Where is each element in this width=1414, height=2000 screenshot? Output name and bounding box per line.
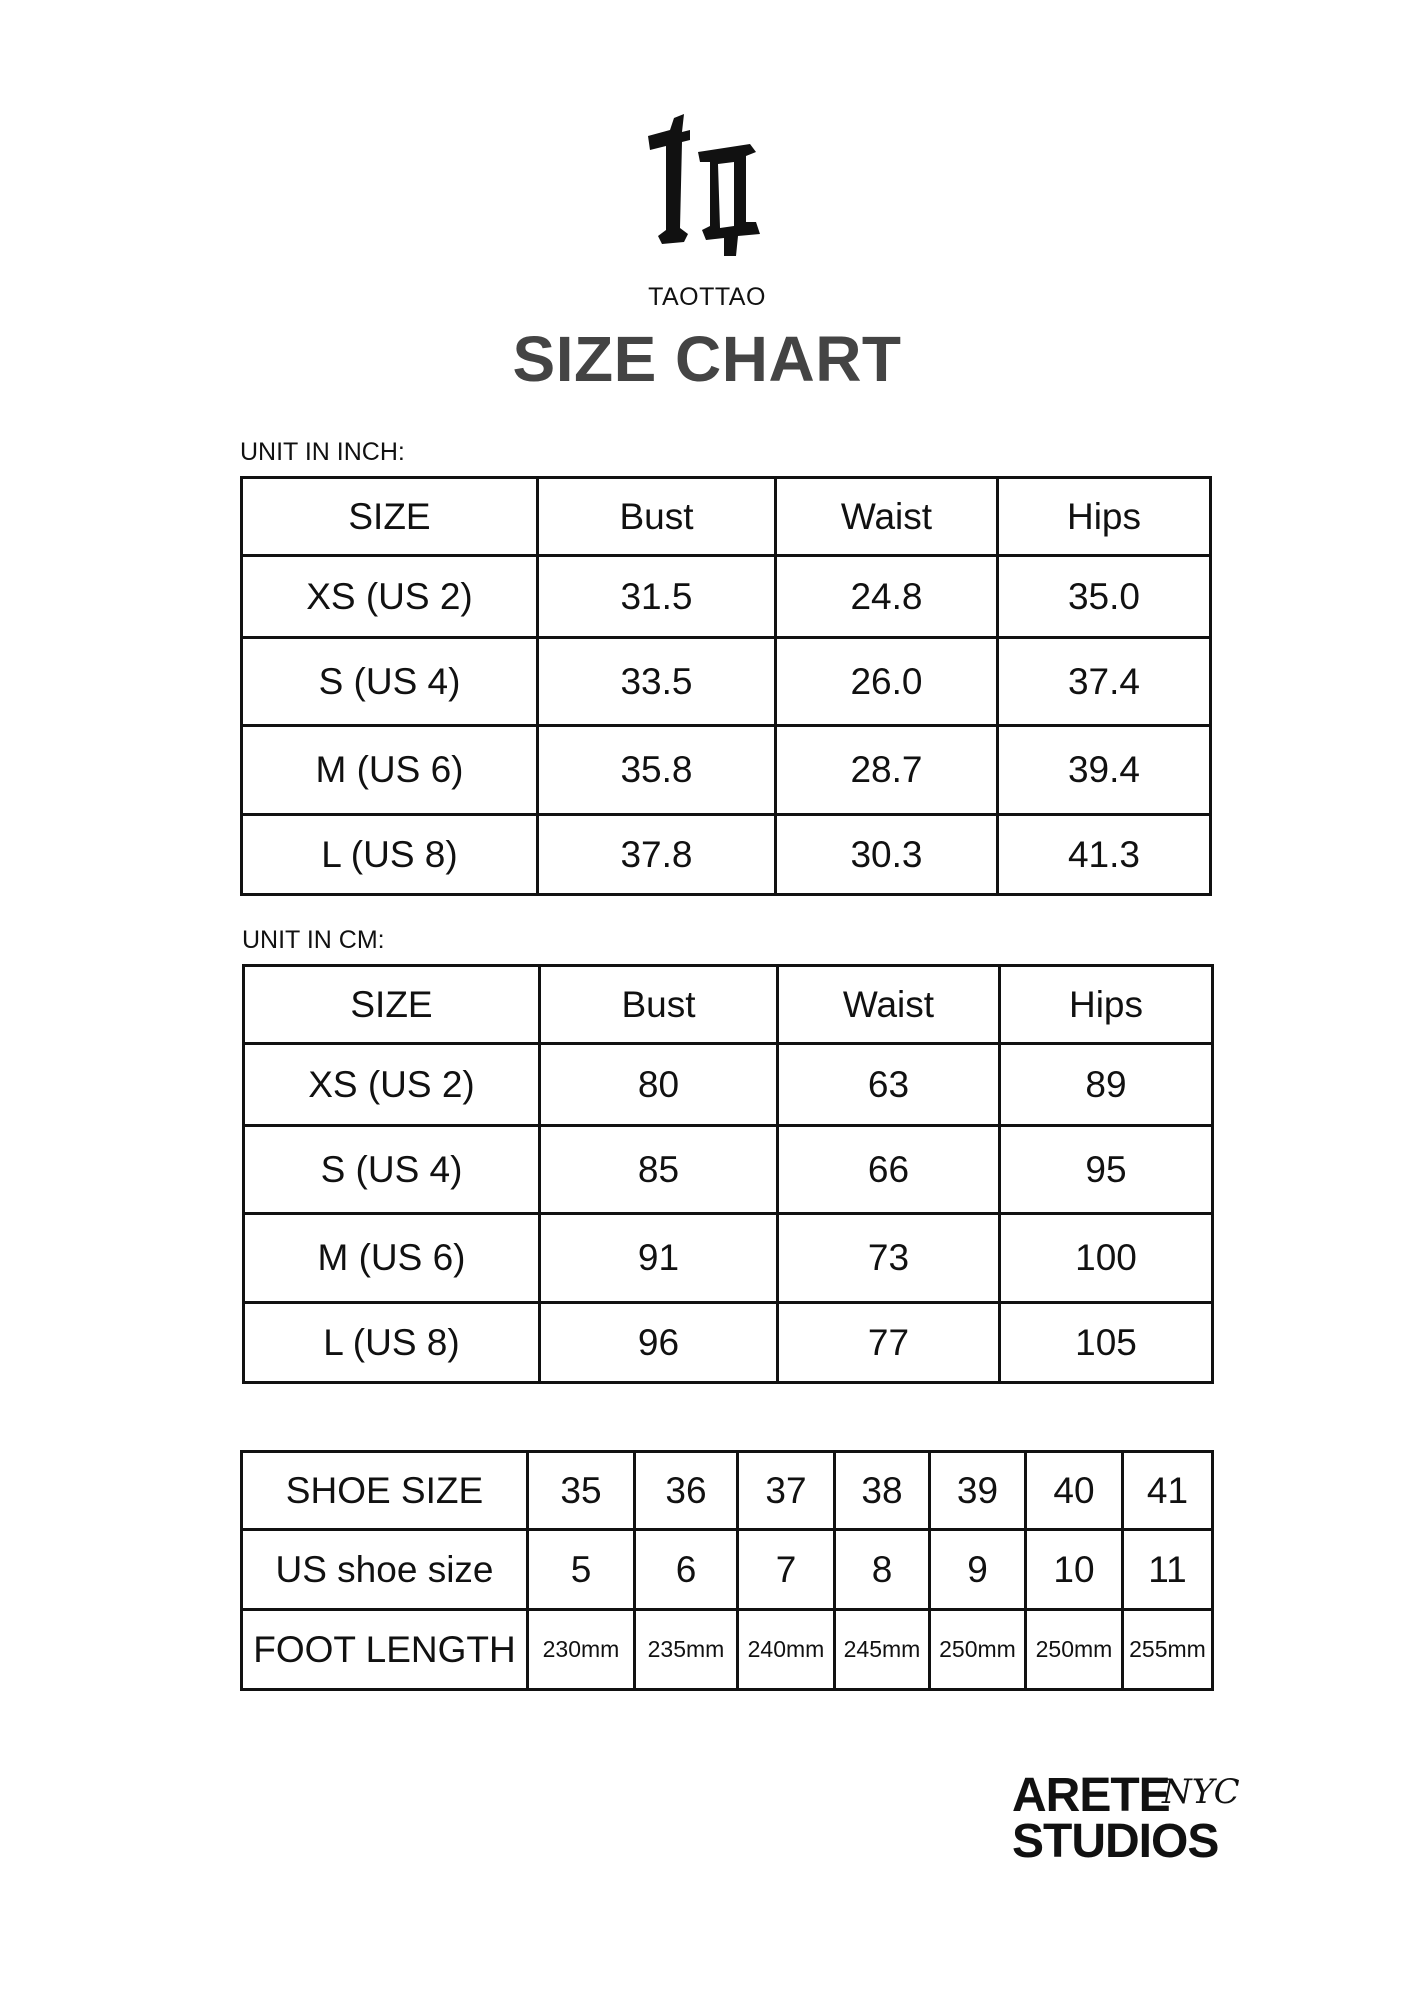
hips-cell: 100: [1000, 1214, 1213, 1303]
us-shoe-size-label: US shoe size: [242, 1530, 528, 1610]
size-cell: S (US 4): [244, 1126, 540, 1214]
shoe-size-value: 41: [1123, 1452, 1213, 1530]
hips-cell: 105: [1000, 1303, 1213, 1383]
size-cell: L (US 8): [244, 1303, 540, 1383]
header-hips: Hips: [1000, 966, 1213, 1044]
header-waist: Waist: [776, 478, 998, 556]
shoe-size-value: 38: [835, 1452, 930, 1530]
size-cell: XS (US 2): [242, 556, 538, 638]
foot-length-value: 230mm: [528, 1610, 635, 1690]
header-bust: Bust: [538, 478, 776, 556]
waist-cell: 28.7: [776, 726, 998, 815]
size-cell: M (US 6): [242, 726, 538, 815]
us-shoe-size-value: 5: [528, 1530, 635, 1610]
bust-cell: 35.8: [538, 726, 776, 815]
header-size: SIZE: [242, 478, 538, 556]
shoe-size-label: SHOE SIZE: [242, 1452, 528, 1530]
bust-cell: 91: [540, 1214, 778, 1303]
waist-cell: 66: [778, 1126, 1000, 1214]
waist-cell: 30.3: [776, 815, 998, 895]
header-hips: Hips: [998, 478, 1211, 556]
us-shoe-size-row: [242, 1530, 1213, 1610]
foot-length-label: FOOT LENGTH: [242, 1610, 528, 1690]
foot-length-value: 245mm: [835, 1610, 930, 1690]
inch-size-table: [240, 476, 1212, 896]
waist-cell: 24.8: [776, 556, 998, 638]
brand-name: TAOTTAO: [648, 283, 766, 311]
hips-cell: 37.4: [998, 638, 1211, 726]
size-cell: L (US 8): [242, 815, 538, 895]
waist-cell: 63: [778, 1044, 1000, 1126]
bust-cell: 31.5: [538, 556, 776, 638]
bust-cell: 37.8: [538, 815, 776, 895]
shoe-size-table: [240, 1450, 1214, 1691]
table-row: [242, 726, 1211, 815]
page-title: SIZE CHART: [512, 323, 902, 395]
shoe-size-value: 36: [635, 1452, 738, 1530]
foot-length-value: 250mm: [930, 1610, 1026, 1690]
logo-line-studios: STUDIOS: [1012, 1815, 1219, 1868]
size-cell: M (US 6): [244, 1214, 540, 1303]
cm-size-table: [242, 964, 1214, 1384]
table-row: [244, 1303, 1213, 1383]
logo-line-arete: ARETE: [1012, 1769, 1170, 1822]
table-row: [244, 1214, 1213, 1303]
table-header-row: [244, 966, 1213, 1044]
size-cell: S (US 4): [242, 638, 538, 726]
table-row: [244, 1126, 1213, 1214]
waist-cell: 77: [778, 1303, 1000, 1383]
foot-length-value: 250mm: [1026, 1610, 1123, 1690]
hips-cell: 41.3: [998, 815, 1211, 895]
taottao-brush-logo-icon: [640, 110, 770, 260]
hips-cell: 35.0: [998, 556, 1211, 638]
us-shoe-size-value: 11: [1123, 1530, 1213, 1610]
waist-cell: 26.0: [776, 638, 998, 726]
bust-cell: 80: [540, 1044, 778, 1126]
table-row: [242, 556, 1211, 638]
arete-studios-logo-icon: [1012, 1769, 1252, 1882]
shoe-size-row: [242, 1452, 1213, 1530]
shoe-size-value: 40: [1026, 1452, 1123, 1530]
us-shoe-size-value: 9: [930, 1530, 1026, 1610]
foot-length-row: [242, 1610, 1213, 1690]
header-bust: Bust: [540, 966, 778, 1044]
table-header-row: [242, 478, 1211, 556]
us-shoe-size-value: 8: [835, 1530, 930, 1610]
table-row: [244, 1044, 1213, 1126]
hips-cell: 95: [1000, 1126, 1213, 1214]
table-row: [242, 638, 1211, 726]
foot-length-value: 255mm: [1123, 1610, 1213, 1690]
shoe-size-value: 39: [930, 1452, 1026, 1530]
us-shoe-size-value: 10: [1026, 1530, 1123, 1610]
table-row: [242, 815, 1211, 895]
hips-cell: 39.4: [998, 726, 1211, 815]
hips-cell: 89: [1000, 1044, 1213, 1126]
us-shoe-size-value: 6: [635, 1530, 738, 1610]
bust-cell: 96: [540, 1303, 778, 1383]
shoe-size-value: 35: [528, 1452, 635, 1530]
size-cell: XS (US 2): [244, 1044, 540, 1126]
header-waist: Waist: [778, 966, 1000, 1044]
us-shoe-size-value: 7: [738, 1530, 835, 1610]
bust-cell: 33.5: [538, 638, 776, 726]
foot-length-value: 240mm: [738, 1610, 835, 1690]
logo-script-nyc: NYC: [1162, 1772, 1240, 1812]
bust-cell: 85: [540, 1126, 778, 1214]
waist-cell: 73: [778, 1214, 1000, 1303]
inch-unit-label: UNIT IN INCH:: [240, 438, 405, 466]
cm-unit-label: UNIT IN CM:: [242, 926, 385, 954]
foot-length-value: 235mm: [635, 1610, 738, 1690]
header-size: SIZE: [244, 966, 540, 1044]
shoe-size-value: 37: [738, 1452, 835, 1530]
